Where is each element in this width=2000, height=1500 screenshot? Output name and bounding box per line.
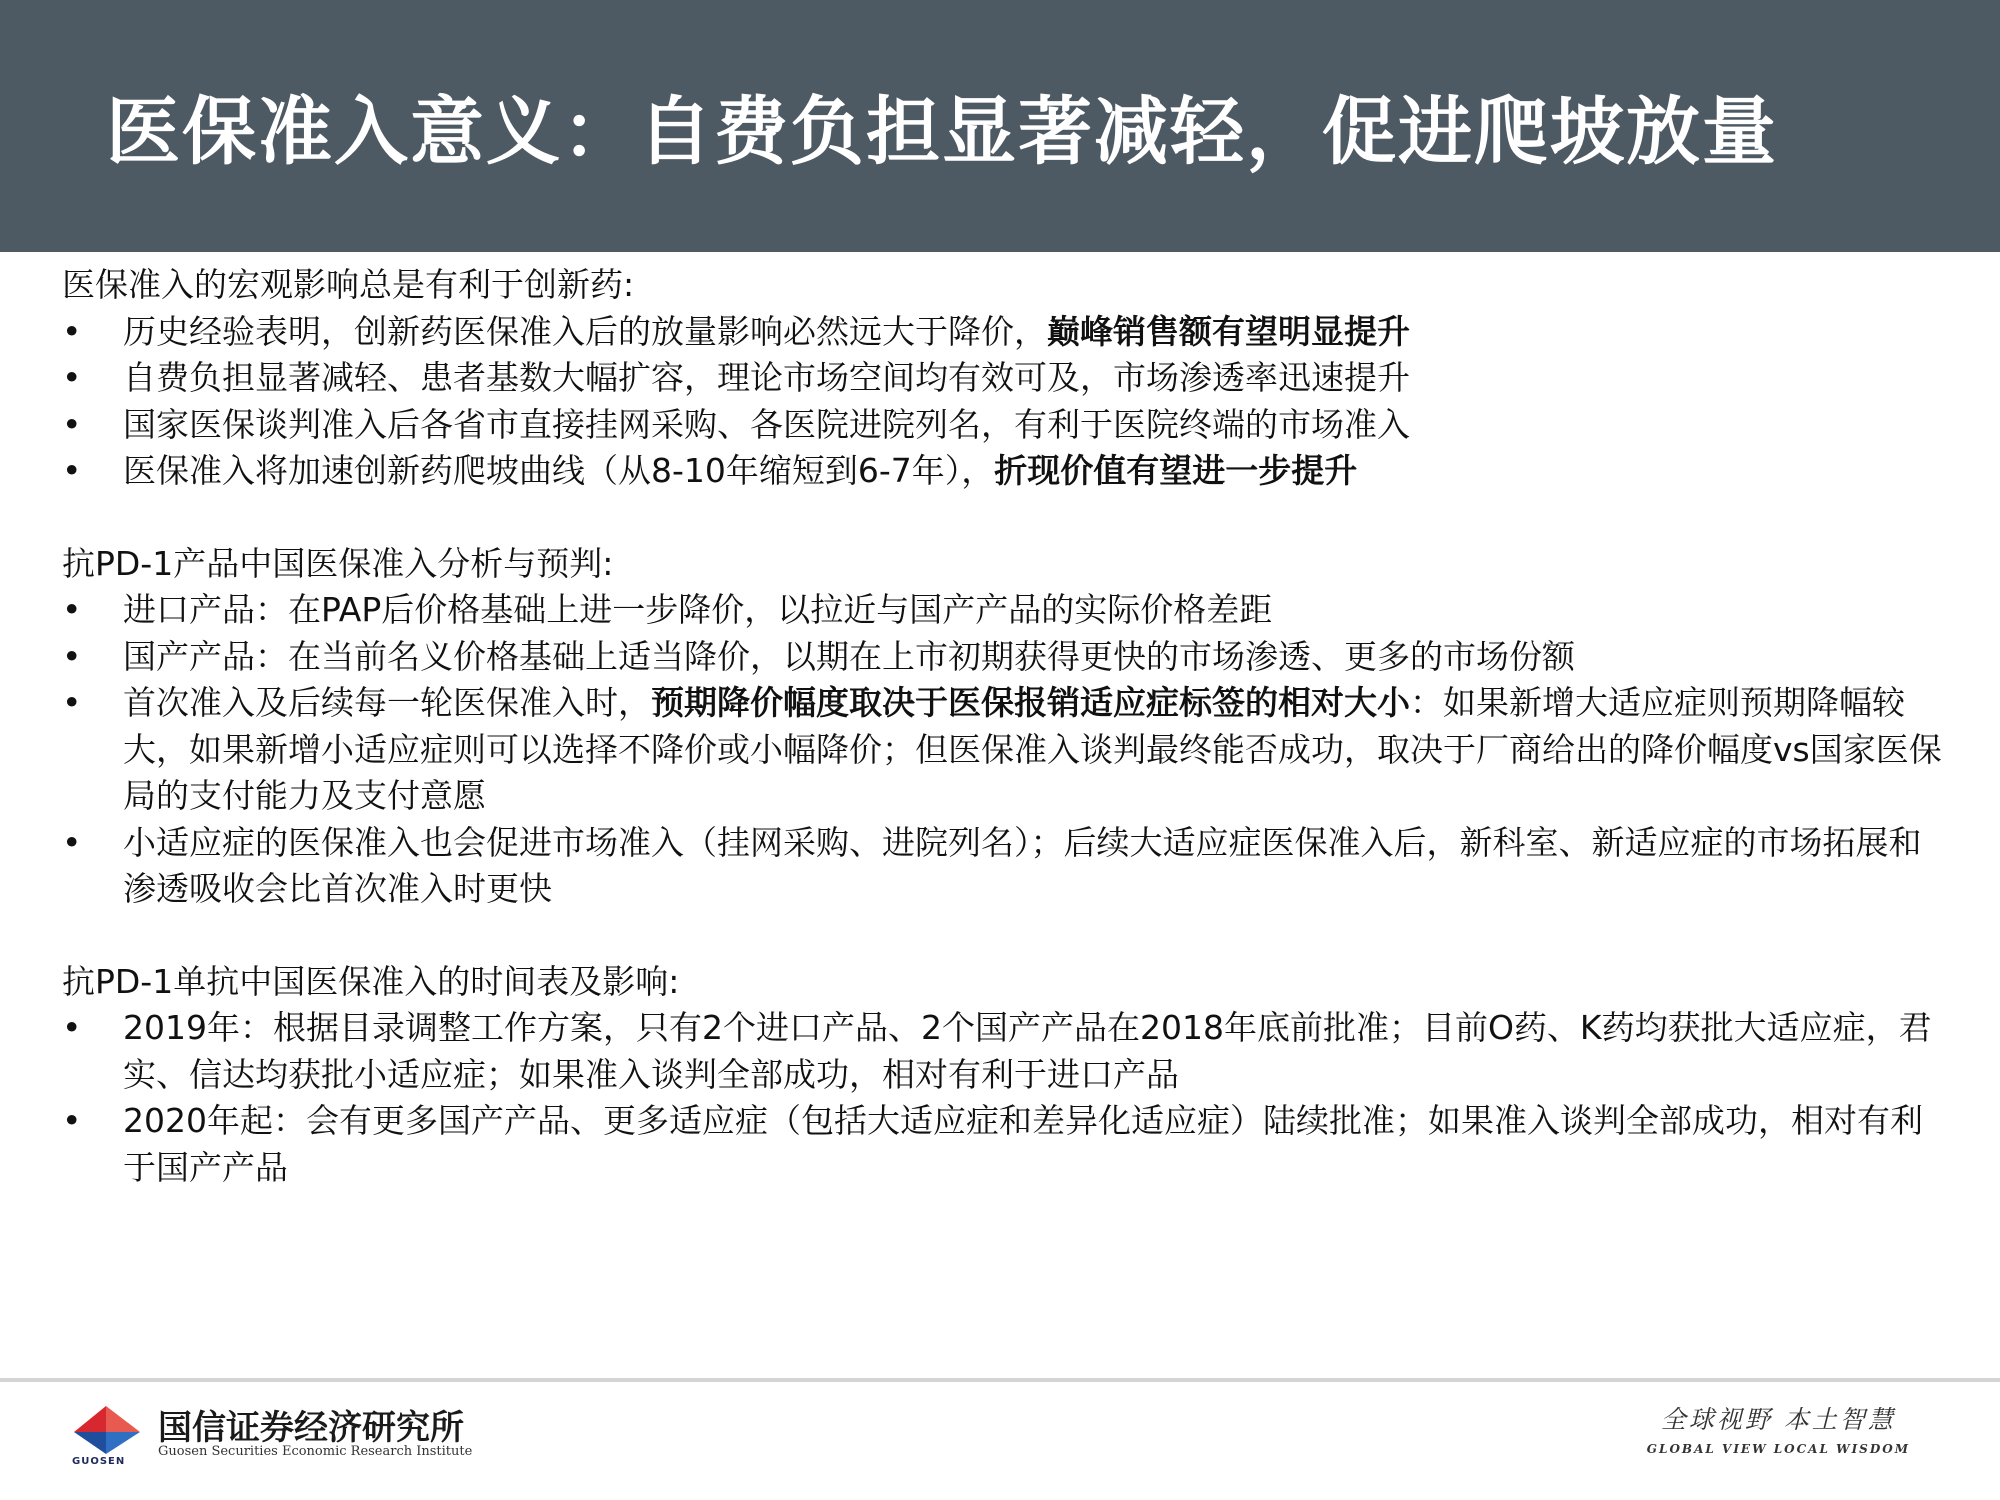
bullet-text: 国产产品：在当前名义价格基础上适当降价，以期在上市初期获得更快的市场渗透、更多的市场份额 [123,636,1575,676]
bullet-item [62,634,1942,681]
bullet-item [62,1098,1942,1191]
bullet-item [62,355,1942,402]
bullet-item [62,402,1942,449]
bullet-text: 首次准入及后续每一轮医保准入时， [123,683,651,722]
bullet-item [62,820,1942,913]
bullet-item [62,448,1942,495]
section-macro-impact [62,262,1942,495]
slide-body [62,262,1942,1191]
slogan-chinese: 全球视野 本土智慧 [1660,1405,1896,1434]
bullet-bold-text: 折现价值有望进一步提升 [994,451,1358,490]
logo-subtitle: Guosen Securities Economic Research Institute [158,1444,473,1459]
bullet-list [62,309,1942,495]
bullet-text: 进口产品：在PAP后价格基础上进一步降价，以拉近与国产产品的实际价格差距 [123,590,1273,629]
title-bar [0,0,2000,252]
footer-divider [0,1378,2000,1382]
bullet-list [62,1005,1942,1191]
bullet-text: 小适应症的医保准入也会促进市场准入（挂网采购、进院列名）；后续大适应症医保准入后，新科室、新适应症的市场拓展和渗透吸收会比首次准入时更快 [123,822,1922,908]
bullet-text: 国家医保谈判准入后各省市直接挂网采购、各医院进院列名，有利于医院终端的市场准入 [123,404,1410,444]
bullet-bold-text: 巅峰销售额有望明显提升 [1047,311,1410,351]
bullet-text: 医保准入将加速创新药爬坡曲线（从8-10年缩短到6-7年）， [123,451,995,490]
bullet-item [62,309,1942,356]
bullet-text: 2020年起：会有更多国产产品、更多适应症（包括大适应症和差异化适应症）陆续批准；如果准入谈判全部成功，相对有利于国产产品 [123,1101,1923,1187]
bullet-text: 历史经验表明，创新药医保准入后的放量影响必然远大于降价， [123,311,1047,351]
bullet-bold-text: 预期降价幅度取决于医保报销适应症标签的相对大小 [651,683,1410,722]
section-pd1-analysis [62,541,1942,913]
page-title: 医保准入意义：自费负担显著减轻，促进爬坡放量 [106,89,1778,175]
section-heading: 医保准入的宏观影响总是有利于创新药: [62,265,635,304]
logo-brand: GUOSEN [72,1456,126,1467]
bullet-tail-text: ：如果新增大适应症则预期降幅较大，如果新增小适应症则可以选择不降价或小幅降价；但医保准入谈判最终能否成功，取决于厂商给出的降价幅度vs国家医保局的支付能力及支付意愿 [123,683,1942,815]
section-heading: 抗PD-1产品中国医保准入分析与预判: [62,543,614,583]
bullet-text: 2019年：根据目录调整工作方案，只有2个进口产品、2个国产产品在2018年底前批准；目前O药、K药均获批大适应症，君实、信达均获批小适应症；如果准入谈判全部成功，相对有利于进口产品 [123,1008,1932,1094]
bullet-item [62,587,1942,634]
bullet-item [62,1005,1942,1098]
section-heading: 抗PD-1单抗中国医保准入的时间表及影响: [62,961,680,1001]
bullet-text: 自费负担显著减轻、患者基数大幅扩容，理论市场空间均有效可及，市场渗透率迅速提升 [123,358,1410,397]
company-logo [66,1398,486,1468]
bullet-list [62,587,1942,913]
section-pd1-timeline [62,959,1942,1192]
bullet-item [62,680,1942,820]
logo-name: 国信证券经济研究所 [158,1408,464,1448]
slogan-english: GLOBAL VIEW LOCAL WISDOM [1646,1442,1910,1456]
footer-slogan [1647,1400,1910,1456]
